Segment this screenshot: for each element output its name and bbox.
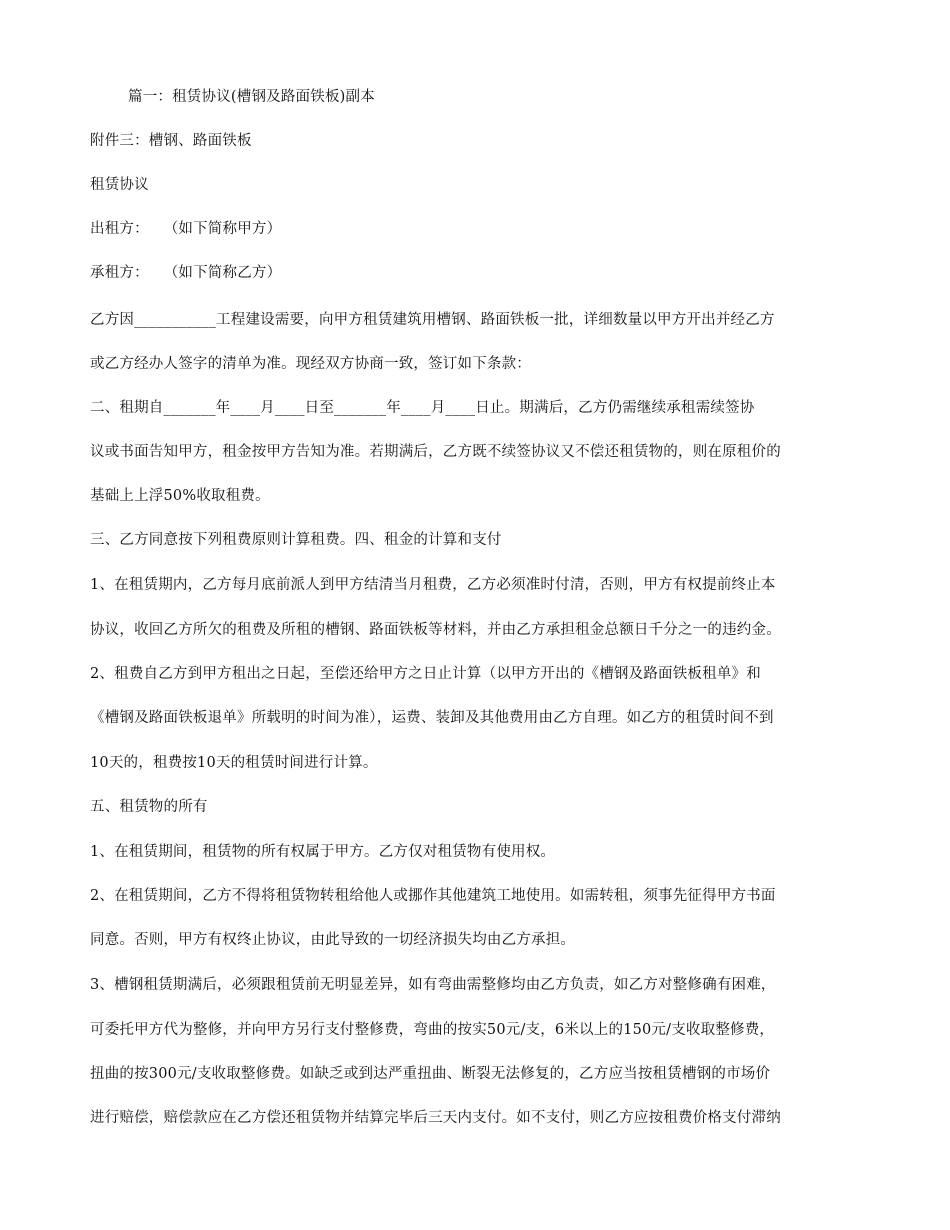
text-line: 1、在租赁期内，乙方每月底前派人到甲方结清当月租费，乙方必须准时付清，否则，甲方有权提前终止本	[90, 577, 776, 593]
text-line: 租赁协议	[90, 177, 149, 193]
text-line: 出租方： （如下简称甲方）	[90, 221, 282, 237]
document-title: 篇一：租赁协议(槽钢及路面铁板)副本	[128, 89, 375, 105]
text-line: 承租方： （如下简称乙方）	[90, 265, 282, 281]
text-line: 扭曲的按300元/支收取整修费。如缺乏或到达严重扭曲、断裂无法修复的，乙方应当按租赁槽钢的市场价	[90, 1066, 771, 1082]
text-line: 2、租费自乙方到甲方租出之日起，至偿还给甲方之日止计算（以甲方开出的《槽钢及路面铁板租单》和	[90, 666, 761, 682]
text-line: 同意。否则，甲方有权终止协议，由此导致的一切经济损失均由乙方承担。	[90, 932, 576, 948]
text-line: 《槽钢及路面铁板退单》所载明的时间为准），运费、装卸及其他费用由乙方自理。如乙方的租赁时间不到	[90, 710, 774, 726]
text-line: 2、在租赁期间，乙方不得将租赁物转租给他人或挪作其他建筑工地使用。如需转租，须事先征得甲方书面	[90, 888, 776, 904]
text-line: 乙方因___________工程建设需要，向甲方租赁建筑用槽钢、路面铁板一批，详细数量以甲方开出并经乙方	[90, 312, 775, 328]
text-line: 二、租期自_______年____月____日至_______年____月____日止。期满后，乙方仍需继续承租需续签协	[90, 400, 755, 416]
text-line: 1、在租赁期间，租赁物的所有权属于甲方。乙方仅对租赁物有使用权。	[90, 844, 556, 860]
text-line: 基础上上浮50%收取租费。	[90, 488, 270, 504]
text-line: 议或书面告知甲方，租金按甲方告知为准。若期满后，乙方既不续签协议又不偿还租赁物的，则在原租价的	[90, 444, 781, 460]
text-line: 附件三：槽钢、路面铁板	[90, 133, 252, 149]
text-line: 10天的，租费按10天的租赁时间进行计算。	[90, 755, 378, 771]
text-line: 三、乙方同意按下列租费原则计算租费。四、租金的计算和支付	[90, 532, 502, 548]
text-line: 可委托甲方代为整修，并向甲方另行支付整修费，弯曲的按实50元/支，6米以上的150元/支收取整修费，	[90, 1022, 775, 1038]
text-line: 或乙方经办人签字的清单为准。现经双方协商一致，签订如下条款：	[90, 356, 531, 372]
text-line: 协议，收回乙方所欠的租费及所租的槽钢、路面铁板等材料，并由乙方承担租金总额日千分之一的违约金。	[90, 622, 781, 638]
text-line: 五、租赁物的所有	[90, 799, 208, 815]
text-line: 3、槽钢租赁期满后，必须跟租赁前无明显差异，如有弯曲需整修均由乙方负责，如乙方对整修确有困难，	[90, 977, 776, 993]
text-line: 进行赔偿，赔偿款应在乙方偿还租赁物并结算完毕后三天内支付。如不支付，则乙方应按租费价格支付滞纳	[90, 1110, 781, 1126]
